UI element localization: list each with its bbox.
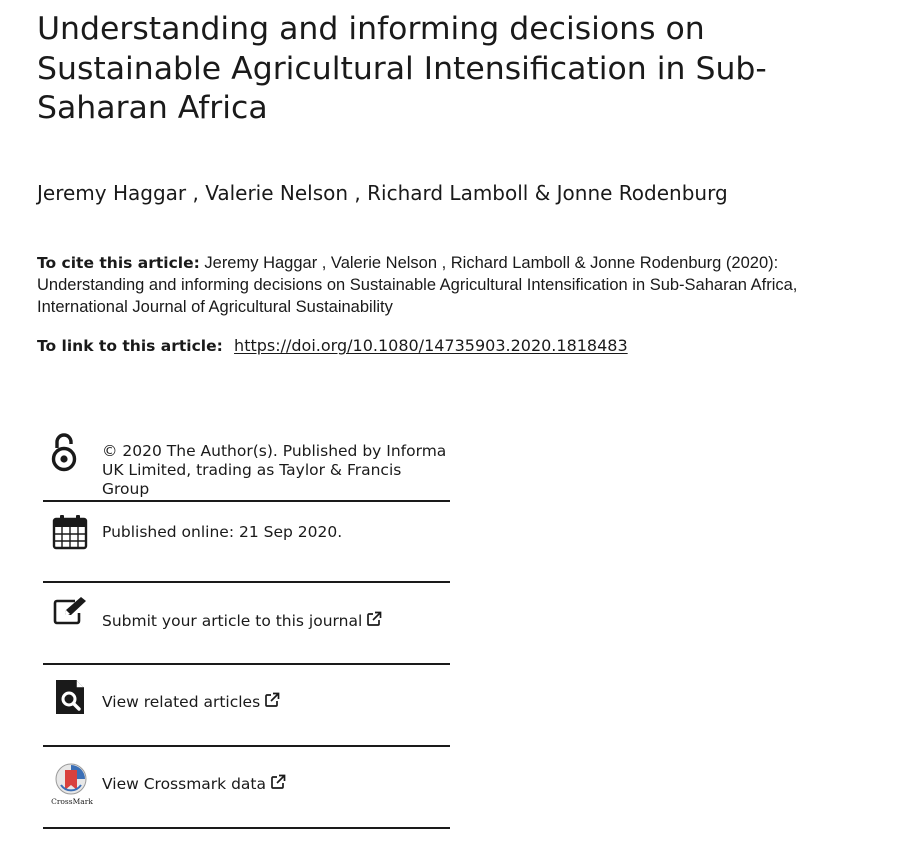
open-access-lock-icon — [49, 432, 79, 472]
calendar-icon — [52, 514, 88, 550]
published-text: Published online: 21 Sep 2020. — [102, 523, 343, 541]
edit-icon — [53, 595, 89, 625]
crossmark-link[interactable] — [102, 774, 452, 794]
link-label: To link to this article: — [37, 337, 223, 355]
doi-link[interactable]: https://doi.org/10.1080/14735903.2020.1818483 — [234, 336, 628, 355]
crossmark-caption: CrossMark — [51, 797, 93, 806]
submit-label[interactable]: Submit your article to this journal — [102, 612, 363, 630]
crossmark-label[interactable]: View Crossmark data — [102, 775, 266, 793]
external-link-icon — [366, 611, 382, 627]
external-link-icon — [264, 692, 280, 708]
related-label[interactable]: View related articles — [102, 693, 261, 711]
crossmark-row[interactable] — [43, 747, 450, 829]
submit-link[interactable] — [102, 611, 452, 631]
cite-text: Jeremy Haggar , Valerie Nelson , Richard Lamboll & Jonne Rodenburg (2020): Understanding and informing decisions on Sustainable Agricultural Intensification in Sub-Saharan Africa, International Journal of Agricultural Sustainability — [37, 254, 798, 316]
submit-row[interactable] — [43, 583, 450, 665]
citation — [37, 252, 887, 318]
search-document-icon — [54, 678, 86, 716]
published-row — [43, 502, 450, 583]
crossmark-icon — [55, 763, 87, 797]
article-info-list — [43, 430, 450, 829]
authors: Jeremy Haggar , Valerie Nelson , Richard Lamboll & Jonne Rodenburg — [37, 181, 728, 205]
copyright-text: © 2020 The Author(s). Published by Informa UK Limited, trading as Taylor & Francis Group — [102, 442, 447, 498]
copyright-row — [43, 430, 450, 502]
article-link — [37, 334, 877, 358]
article-title: Understanding and informing decisions on Sustainable Agricultural Intensification in Sub-Saharan Africa — [37, 11, 767, 126]
cite-label: To cite this article: — [37, 254, 200, 272]
external-link-icon — [270, 774, 286, 790]
related-row[interactable] — [43, 665, 450, 747]
related-link[interactable] — [102, 692, 452, 712]
